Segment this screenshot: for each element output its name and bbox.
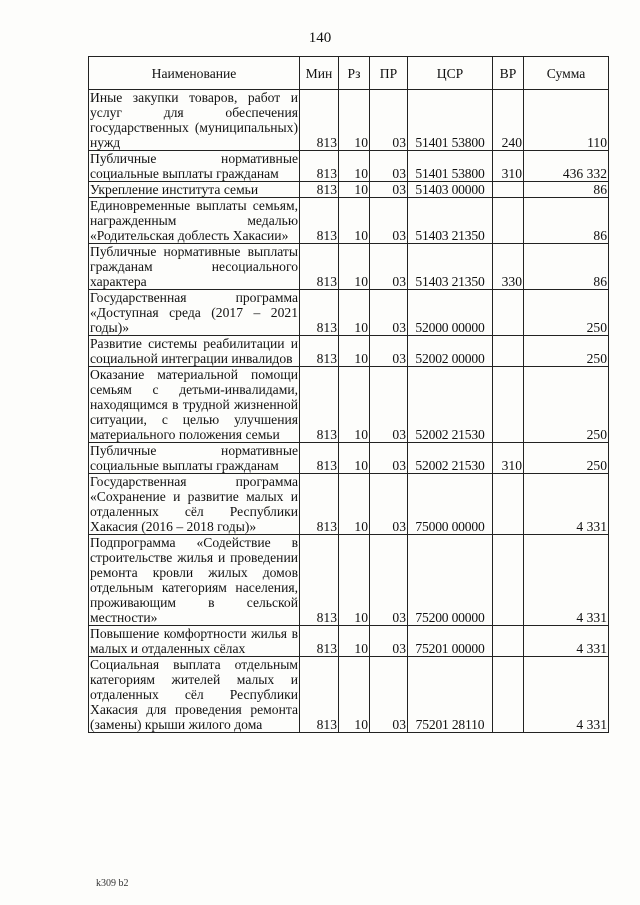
header-min: Мин xyxy=(300,57,339,90)
row-rz: 10 xyxy=(339,657,370,733)
row-csr: 52002 21530 xyxy=(408,367,493,443)
row-rz: 10 xyxy=(339,90,370,151)
row-sum: 250 xyxy=(524,290,609,336)
row-pr: 03 xyxy=(370,198,408,244)
row-csr: 75201 28110 xyxy=(408,657,493,733)
row-min: 813 xyxy=(300,657,339,733)
row-rz: 10 xyxy=(339,244,370,290)
row-rz: 10 xyxy=(339,626,370,657)
row-csr: 51403 00000 xyxy=(408,182,493,198)
row-csr: 52002 21530 xyxy=(408,443,493,474)
row-pr: 03 xyxy=(370,626,408,657)
row-sum: 436 332 xyxy=(524,151,609,182)
row-csr: 75000 00000 xyxy=(408,474,493,535)
row-csr: 75201 00000 xyxy=(408,626,493,657)
table-row xyxy=(89,90,609,151)
row-min: 813 xyxy=(300,443,339,474)
row-name: Подпрограмма «Содействие в строительстве жилья и проведении ремонта кровли жилых домов отдельным категориям населения, проживающим в сельской местности» xyxy=(90,535,298,625)
row-pr: 03 xyxy=(370,474,408,535)
table-row xyxy=(89,657,609,733)
row-csr: 51403 21350 xyxy=(408,244,493,290)
row-sum: 86 xyxy=(524,182,609,198)
row-csr: 51403 21350 xyxy=(408,198,493,244)
row-csr: 52002 00000 xyxy=(408,336,493,367)
row-vr xyxy=(493,657,524,733)
table-row xyxy=(89,198,609,244)
header-rz: Рз xyxy=(339,57,370,90)
row-rz: 10 xyxy=(339,443,370,474)
table-row xyxy=(89,244,609,290)
row-rz: 10 xyxy=(339,367,370,443)
row-sum: 86 xyxy=(524,198,609,244)
header-vr: ВР xyxy=(493,57,524,90)
row-name: Оказание материальной помощи семьям с детьми-инвалидами, находящимся в трудной жизненной ситуации, с целью улучшения материального положения семьи xyxy=(90,367,298,442)
row-name: Государственная программа «Сохранение и развитие малых и отдаленных сёл Республики Хакасия (2016 – 2018 годы)» xyxy=(90,474,298,534)
row-sum: 250 xyxy=(524,336,609,367)
row-pr: 03 xyxy=(370,657,408,733)
row-vr: 310 xyxy=(493,151,524,182)
row-sum: 4 331 xyxy=(524,626,609,657)
row-rz: 10 xyxy=(339,474,370,535)
row-csr: 75200 00000 xyxy=(408,535,493,626)
row-rz: 10 xyxy=(339,198,370,244)
row-vr: 240 xyxy=(493,90,524,151)
row-pr: 03 xyxy=(370,367,408,443)
row-pr: 03 xyxy=(370,336,408,367)
table-row xyxy=(89,151,609,182)
row-min: 813 xyxy=(300,90,339,151)
row-rz: 10 xyxy=(339,151,370,182)
row-min: 813 xyxy=(300,367,339,443)
row-vr xyxy=(493,198,524,244)
row-name: Укрепление института семьи xyxy=(89,182,300,198)
table-row xyxy=(89,626,609,657)
row-pr: 03 xyxy=(370,182,408,198)
row-sum: 86 xyxy=(524,244,609,290)
row-vr: 310 xyxy=(493,443,524,474)
row-vr xyxy=(493,535,524,626)
table-row xyxy=(89,182,609,198)
row-sum: 250 xyxy=(524,443,609,474)
row-sum: 4 331 xyxy=(524,657,609,733)
row-csr: 52000 00000 xyxy=(408,290,493,336)
row-min: 813 xyxy=(300,626,339,657)
table-row xyxy=(89,443,609,474)
table-row xyxy=(89,474,609,535)
table-row xyxy=(89,290,609,336)
row-vr xyxy=(493,474,524,535)
row-name: Повышение комфортности жилья в малых и отдаленных сёлах xyxy=(90,626,298,656)
row-pr: 03 xyxy=(370,244,408,290)
table-row xyxy=(89,535,609,626)
row-csr: 51401 53800 xyxy=(408,90,493,151)
row-name: Иные закупки товаров, работ и услуг для обеспечения государственных (муниципальных) нужд xyxy=(90,90,298,150)
row-pr: 03 xyxy=(370,90,408,151)
budget-table xyxy=(88,56,609,733)
row-name: Публичные нормативные социальные выплаты гражданам xyxy=(90,151,298,181)
row-vr: 330 xyxy=(493,244,524,290)
row-min: 813 xyxy=(300,474,339,535)
header-pr: ПР xyxy=(370,57,408,90)
header-csr: ЦСР xyxy=(408,57,493,90)
header-sum: Сумма xyxy=(524,57,609,90)
row-pr: 03 xyxy=(370,151,408,182)
footer-code: k309 b2 xyxy=(96,878,129,889)
row-pr: 03 xyxy=(370,443,408,474)
row-min: 813 xyxy=(300,535,339,626)
row-sum: 4 331 xyxy=(524,535,609,626)
row-vr xyxy=(493,290,524,336)
row-name: Единовременные выплаты семьям, награжденным медалью «Родительская доблесть Хакасии» xyxy=(90,198,298,243)
row-name: Социальная выплата отдельным категориям жителей малых и отдаленных сёл Республики Хакасия для проведения ремонта (замены) крыши жилого дома xyxy=(90,657,298,732)
row-rz: 10 xyxy=(339,182,370,198)
row-min: 813 xyxy=(300,336,339,367)
row-name: Публичные нормативные социальные выплаты гражданам xyxy=(90,443,298,473)
row-min: 813 xyxy=(300,182,339,198)
row-rz: 10 xyxy=(339,290,370,336)
row-name: Публичные нормативные выплаты гражданам несоциального характера xyxy=(90,244,298,289)
row-name: Развитие системы реабилитации и социальной интеграции инвалидов xyxy=(90,336,298,366)
row-min: 813 xyxy=(300,198,339,244)
row-pr: 03 xyxy=(370,535,408,626)
row-vr xyxy=(493,182,524,198)
header-name: Наименование xyxy=(89,57,300,90)
table-row xyxy=(89,336,609,367)
row-rz: 10 xyxy=(339,535,370,626)
table-header-row xyxy=(89,57,609,90)
row-pr: 03 xyxy=(370,290,408,336)
row-sum: 250 xyxy=(524,367,609,443)
row-vr xyxy=(493,367,524,443)
row-sum: 4 331 xyxy=(524,474,609,535)
row-vr xyxy=(493,626,524,657)
table-row xyxy=(89,367,609,443)
row-csr: 51401 53800 xyxy=(408,151,493,182)
row-min: 813 xyxy=(300,244,339,290)
row-min: 813 xyxy=(300,151,339,182)
row-min: 813 xyxy=(300,290,339,336)
page-number: 140 xyxy=(308,30,332,46)
row-vr xyxy=(493,336,524,367)
row-rz: 10 xyxy=(339,336,370,367)
row-name: Государственная программа «Доступная среда (2017 – 2021 годы)» xyxy=(90,290,298,335)
row-sum: 110 xyxy=(524,90,609,151)
